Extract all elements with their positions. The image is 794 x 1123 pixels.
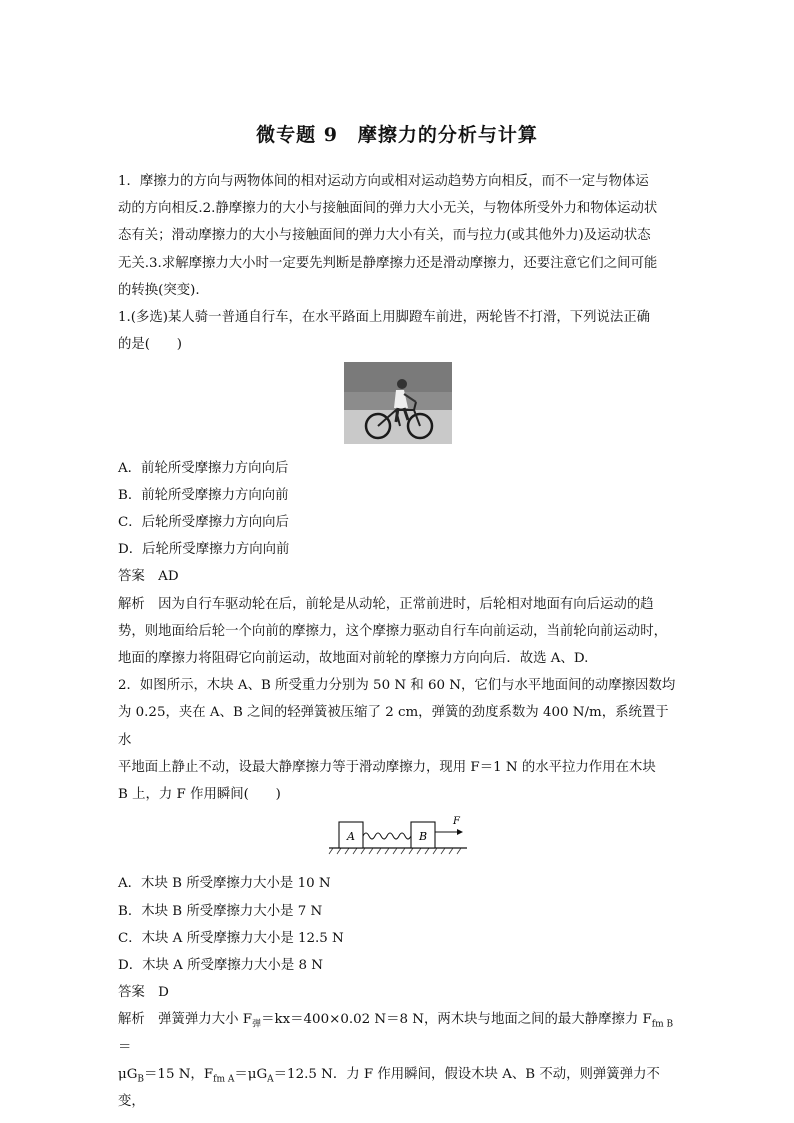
answer-label: 答案 [118,569,145,585]
q2-figure [118,808,678,870]
spring-blocks-diagram [323,812,473,856]
q2-stem-line: 平地面上静止不动，设最大静摩擦力等于滑动摩擦力，现用 F＝1 N 的水平拉力作用在木块 [118,759,656,775]
intro-line: 的转换(突变). [118,282,200,298]
q1-analysis-line: 地面的摩擦力将阻碍它向前运动，故地面对前轮的摩擦力方向向后．故选 A、D. [118,651,589,667]
intro-line: 1．摩擦力的方向与两物体间的相对运动方向或相对运动趋势方向相反，而不一定与物体运 [118,174,649,189]
bicycle-photo [344,362,452,444]
question-1 [118,304,678,672]
q1-figure [118,358,678,454]
analysis-line: 因为自行车驱动轮在后，前轮是从动轮，正常前进时，后轮相对地面有向后运动的趋 [158,596,654,612]
analysis-text: μG [118,1066,138,1082]
analysis-text: ＝12.5 N．力 F 作用瞬间，假设木块 A、B 不动，则弹簧弹力不变， [118,1066,660,1110]
analysis-subscript: A [267,1074,274,1085]
q2-analysis-line [118,1061,678,1115]
page-title: 微专题 9 摩擦力的分析与计算 [256,124,538,146]
analysis-subscript: fm B [651,1020,674,1031]
intro-line: 无关.3.求解摩擦力大小时一定要先判断是静摩擦力还是滑动摩擦力，还要注意它们之间可能 [118,255,658,271]
q2-option-b: B．木块 B 所受摩擦力大小是 7 N [118,903,323,919]
intro-notes [118,168,678,304]
analysis-subscript: fm A [213,1074,235,1085]
answer-label: 答案 [118,985,145,1001]
analysis-subscript: 弹 [252,1020,262,1031]
force-label: F [453,816,460,828]
q2-option-c: C．木块 A 所受摩擦力大小是 12.5 N [118,930,344,946]
block-a-label: A [347,830,355,844]
q1-option-a: A．前轮所受摩擦力方向向后 [118,460,289,476]
answer-value: AD [158,569,179,585]
analysis-text: ＝15 N，F [144,1066,214,1082]
q2-option-a: A．木块 B 所受摩擦力大小是 10 N [118,876,331,892]
analysis-label: 解析 [118,596,145,612]
intro-line: 态有关；滑动摩擦力的大小与接触面间的弹力大小有关，而与拉力(或其他外力)及运动状态 [118,228,651,244]
q1-answer [118,563,678,590]
analysis-text: ＝kx＝400×0.02 N＝8 N，两木块与地面之间的最大静摩擦力 F [261,1012,652,1028]
q1-option-b: B．前轮所受摩擦力方向向前 [118,487,289,503]
spring [363,833,411,839]
answer-value: D [158,985,169,1001]
block-b-label: B [418,830,428,844]
q1-analysis [118,591,678,618]
q2-stem-line: 2．如图所示，木块 A、B 所受重力分别为 50 N 和 60 N，它们与水平地面间的动摩擦因数均 [118,678,676,694]
analysis-text: 弹簧弹力大小 F [158,1012,253,1028]
q2-stem-line: 为 0.25，夹在 A、B 之间的轻弹簧被压缩了 2 cm，弹簧的劲度系数为 400 N/m，系统置于水 [118,705,669,748]
q2-analysis [118,1006,678,1060]
analysis-text: ＝μG [234,1066,268,1082]
bicycle-illustration [344,362,452,444]
question-2 [118,672,678,1115]
q2-answer [118,979,678,1006]
analysis-label: 解析 [118,1012,145,1028]
q1-option-c: C．后轮所受摩擦力方向向后 [118,515,289,531]
q1-stem-line: 1.(多选)某人骑一普通自行车，在水平路面上用脚蹬车前进，两轮皆不打滑，下列说法正确 [118,310,651,326]
q2-stem-line: B 上，力 F 作用瞬间( ) [118,787,281,803]
content-body [118,168,678,1115]
q1-stem-line: 的是( ) [118,337,183,353]
force-arrowhead [457,829,463,835]
analysis-text: ＝ [118,1039,132,1055]
q2-option-d: D．木块 A 所受摩擦力大小是 8 N [118,958,323,974]
q1-analysis-line: 势，则地面给后轮一个向前的摩擦力，这个摩擦力驱动自行车向前运动，当前轮向前运动时， [118,623,668,639]
analysis-subscript: B [137,1074,145,1085]
q1-option-d: D．后轮所受摩擦力方向向前 [118,542,290,558]
intro-line: 动的方向相反.2.静摩擦力的大小与接触面间的弹力大小无关，与物体所受外力和物体运动状 [118,201,658,217]
